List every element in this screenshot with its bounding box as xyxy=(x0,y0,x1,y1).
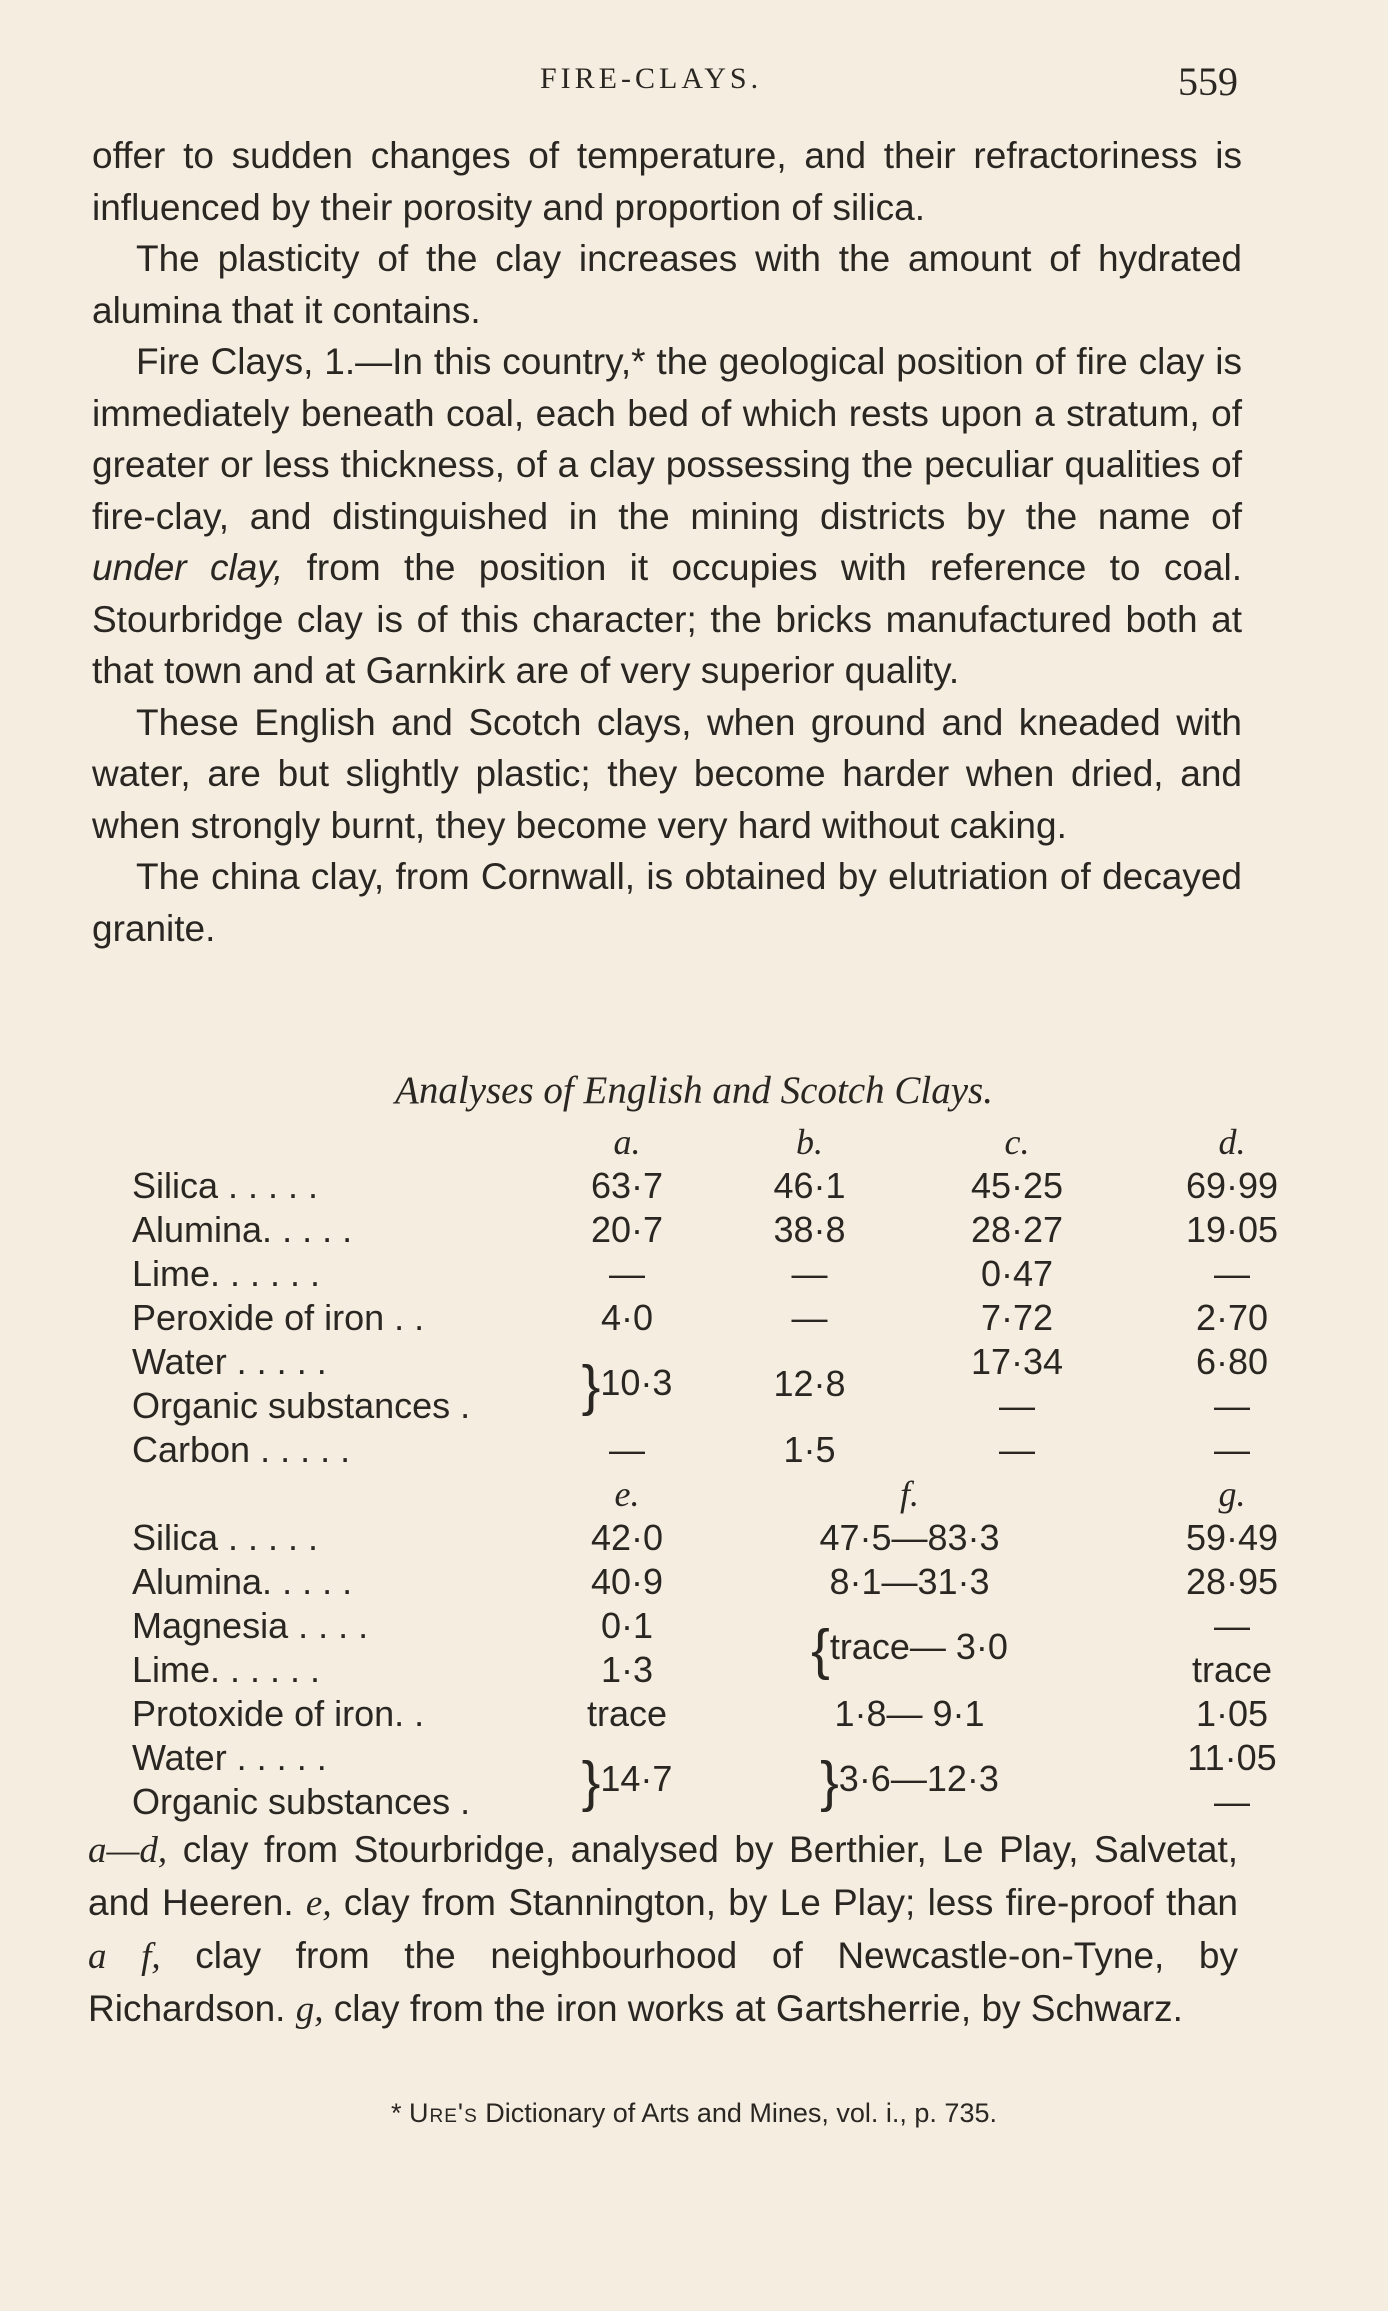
table-row: Magnesia . . . . 0·1 {trace— 3·0 — xyxy=(132,1605,1250,1681)
table-row: Alumina. . . . . 40·9 8·1—31·3 28·95 xyxy=(132,1561,1279,1602)
page-header xyxy=(0,58,1388,108)
table-row: Water . . . . . }10·3 12·8 17·34 6·80 xyxy=(132,1341,1269,1417)
col-head-e: e. xyxy=(614,1474,640,1514)
table-row: Organic substances . — — xyxy=(132,1385,1250,1426)
col-head-b: b. xyxy=(796,1122,823,1162)
paragraph: offer to sudden changes of temperature, and their refractoriness is influenced by their porosity and proportion of silica. xyxy=(92,135,1242,228)
paragraph: These English and Scotch clays, when ground and kneaded with water, are but slightly plastic; they become harder when dried, and when strongly burnt, they become very hard without caking. xyxy=(92,701,1242,846)
running-title: FIRE-CLAYS. xyxy=(540,62,763,95)
col-head-f: f. xyxy=(899,1474,919,1514)
table-row: Carbon . . . . . — 1·5 — — xyxy=(132,1429,1250,1470)
table-row: Silica . . . . . 42·0 47·5—83·3 59·49 xyxy=(132,1517,1279,1558)
table-header-row xyxy=(0,1120,1347,1164)
table-row: Lime. . . . . . 1·3 trace xyxy=(132,1649,1273,1690)
italic-term: under clay, xyxy=(92,547,284,588)
table-row: Peroxide of iron . . 4·0 — 7·72 2·70 xyxy=(132,1297,1269,1338)
analysis-table-a-d xyxy=(0,1120,1347,1472)
table-caption: Analyses of English and Scotch Clays. xyxy=(395,1069,993,1112)
paragraph: The china clay, from Cornwall, is obtained by elutriation of decayed granite. xyxy=(92,856,1242,949)
paragraph: Fire Clays, 1.—In this country,* the geological position of fire clay is immediately beneath coal, each bed of which rests upon a stratum, of greater or less thickness, of a clay possessing the peculiar qualities of fire-clay, and distinguished in the mining districts by the name of under clay, from the position it occupies with reference to coal. Stourbridge clay is of this character; the bricks manufactured both at that town and at Garnkirk are of very superior quality. xyxy=(92,341,1243,691)
paragraph: The plasticity of the clay increases with the amount of hydrated alumina that it contains. xyxy=(92,238,1242,331)
section-heading: Fire Clays, 1. xyxy=(136,341,356,382)
table-row: Alumina. . . . . 20·7 38·8 28·27 19·05 xyxy=(132,1209,1279,1250)
page-number: 559 xyxy=(1178,59,1238,104)
table-row: Protoxide of iron. . trace 1·8— 9·1 1·05 xyxy=(132,1693,1269,1734)
body-text xyxy=(92,130,1242,954)
col-head-g: g. xyxy=(1218,1474,1246,1514)
col-head-c: c. xyxy=(1004,1122,1030,1162)
footnote: * Ure's Dictionary of Arts and Mines, vol. i., p. 735. xyxy=(390,2098,997,2128)
col-head-d: d. xyxy=(1218,1122,1246,1162)
col-head-a: a. xyxy=(613,1122,641,1162)
analysis-table-e-g xyxy=(0,1472,1347,1824)
table-row: Water . . . . . }14·7 }3·6—12·3 11·05 xyxy=(132,1737,1277,1813)
table-row: Lime. . . . . . — — 0·47 — xyxy=(132,1253,1250,1294)
table-header-row xyxy=(0,1472,1347,1516)
table-row: Silica . . . . . 63·7 46·1 45·25 69·99 xyxy=(132,1165,1279,1206)
table-notes: a—d, clay from Stourbridge, analysed by Berthier, Le Play, Salvetat, and Heeren. e, clay from Stannington, by Le Play; less fire-proof than a f, clay from the neighbourhood of Newcastle-on-Tyne, by Richardson. g, clay from the iron works at Gartsherrie, by Schwarz. xyxy=(88,1829,1238,2030)
table-row: Organic substances . — xyxy=(132,1781,1250,1822)
